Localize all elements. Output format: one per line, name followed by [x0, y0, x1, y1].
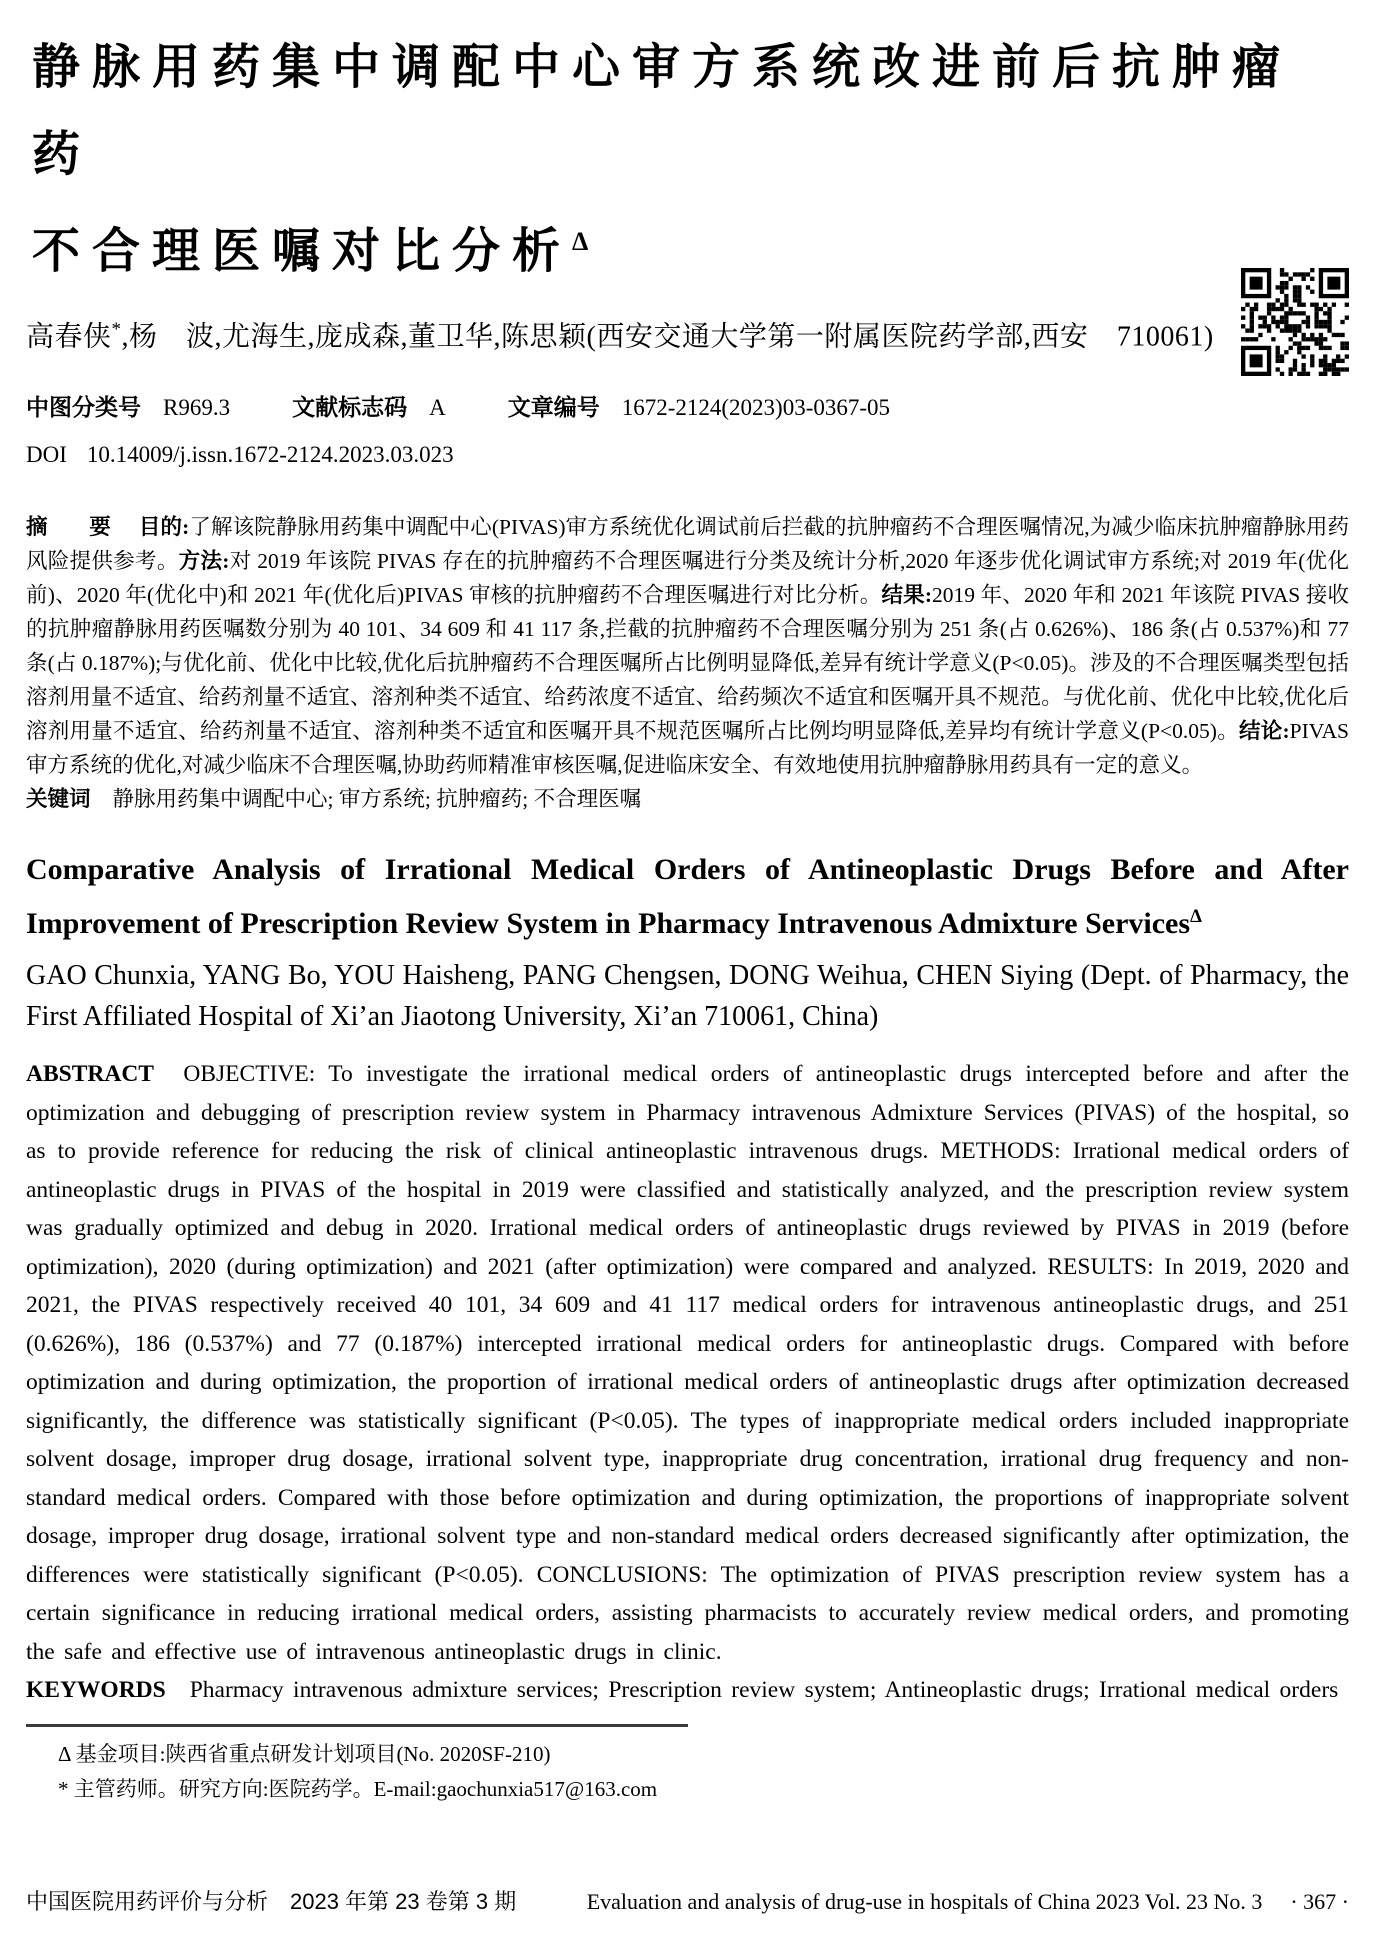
doc-code-value: A — [429, 395, 446, 421]
funding-marker: Δ — [58, 1741, 71, 1766]
doi-row — [26, 440, 1349, 470]
title-zh-line2: 不合理医嘱对比分析 — [32, 225, 573, 278]
first-author: 高春侠 — [26, 321, 112, 353]
keywords-label-en: KEYWORDS — [26, 1677, 166, 1704]
title-en-funding-marker: Δ — [1190, 906, 1202, 928]
objective-head-zh: 目的: — [138, 515, 190, 540]
doc-code-label: 文献标志码 — [292, 394, 408, 421]
methods-head-en: METHODS: — [940, 1138, 1061, 1165]
keywords-zh-row — [26, 782, 1349, 816]
funding-footnote — [58, 1737, 1349, 1772]
chinese-abstract — [26, 510, 1349, 782]
qr-code — [1241, 268, 1349, 376]
page-footer — [26, 1885, 1349, 1916]
methods-text-en: Irrational medical orders of antineoplastic drugs in PIVAS of the hospital in 2019 were classified and statistically analyzed, and the prescription review system was gradually optimized and debug in 2020. Irrational medical orders of antineoplastic drugs reviewed by PIVAS in 2019 (before optimization), 2020 (during optimization) and 2021 (after optimization) were compared and analyzed. — [26, 1138, 1350, 1280]
keywords-en-row — [26, 1671, 1349, 1710]
results-head-en: RESULTS: — [1047, 1253, 1154, 1280]
keywords-label-zh: 关键词 — [26, 787, 91, 812]
funding-text: 基金项目:陕西省重点研发计划项目(No. 2020SF-210) — [75, 1741, 551, 1766]
doc-code-group — [292, 395, 446, 420]
conclusions-text-en: The optimization of PIVAS prescription review system has a certain significance in reducing irrational medical orders, assisting pharmacists to accurately review medical orders, and promoting the safe and effective use of intravenous antineoplastic drugs in clinic. — [26, 1561, 1349, 1665]
journal-name-zh: 中国医院用药评价与分析 2023 年第 23 卷第 3 期 — [26, 1889, 517, 1914]
results-text-en: In 2019, 2020 and 2021, the PIVAS respectively received 40 101, 34 609 and 41 117 medical orders for intravenous antineoplastic drugs, and 251 (0.626%), 186 (0.537%) and 77 (0.187%) intercepted irrational medical orders for antineoplastic drugs. Compared with before optimization and during optimization, the proportion of irrational medical orders of antineoplastic drugs after optimization decreased significantly, the difference was statistically significant (P<0.05). The types of inappropriate medical orders included inappropriate solvent dosage, improper drug dosage, irrational solvent type, inappropriate drug concentration, irrational drug frequency and non-standard medical orders. Compared with those before optimization and during optimization, the proportions of inappropriate solvent dosage, improper drug dosage, irrational solvent type and non-standard medical orders decreased significantly after optimization, the differences were statistically significant (P<0.05). — [26, 1253, 1350, 1588]
author-note-text: 主管药师。研究方向:医院药学。E-mail:gaochunxia517@163.com — [73, 1776, 658, 1801]
english-abstract — [26, 1055, 1349, 1671]
doi-label: DOI — [26, 442, 67, 468]
authors-zh — [26, 311, 1349, 356]
journal-name-en: Evaluation and analysis of drug-use in hospitals of China 2023 Vol. 23 No. 3 — [586, 1889, 1263, 1914]
page-number: · 367 · — [1290, 1889, 1349, 1914]
objective-text-zh: 了解该院静脉用药集中调配中心(PIVAS)审方系统优化调试前后拦截的抗肿瘤药不合理医嘱情况,为减少临床抗肿瘤静脉用药风险提供参考。 — [26, 515, 1349, 574]
footnote-separator — [26, 1724, 688, 1727]
title-zh-line1: 静脉用药集中调配中心审方系统改进前后抗肿瘤药 — [32, 41, 1293, 181]
keywords-en: Pharmacy intravenous admixture services; Prescription review system; Antineoplastic drugs; Irrational medical orders — [189, 1677, 1339, 1704]
article-no-value: 1672-2124(2023)03-0367-05 — [621, 395, 891, 421]
conclusions-head-en: CONCLUSIONS: — [536, 1561, 708, 1588]
abstract-segment — [26, 1254, 1349, 1588]
methods-text-zh: 对 2019 年该院 PIVAS 存在的抗肿瘤药不合理医嘱进行分类及统计分析,2020 年逐步优化调试审方系统;对 2019 年(优化前)、2020 年(优化中)和 2021 年(优化后)PIVAS 审核的抗肿瘤药不合理医嘱进行对比分析。 — [26, 549, 1349, 608]
authors-en: GAO Chunxia, YANG Bo, YOU Haisheng, PANG Chengsen, DONG Weihua, CHEN Siying (Dept. of Pharmacy, the First Affiliated Hospital of Xi’an Jiaotong University, Xi’an 710061, China) — [26, 960, 1349, 1033]
methods-head-zh: 方法: — [178, 549, 230, 574]
results-head-zh: 结果: — [881, 583, 933, 608]
conclusions-text-zh: PIVAS 审方系统的优化,对减少临床不合理医嘱,协助药师精准审核医嘱,促进临床安全、有效地使用抗肿瘤静脉用药具有一定的意义。 — [26, 719, 1349, 778]
author-note-marker: * — [58, 1776, 69, 1801]
clc-value: R969.3 — [163, 395, 231, 421]
abstract-label-en: ABSTRACT — [26, 1061, 154, 1088]
article-meta-row — [26, 392, 1349, 423]
footnotes — [26, 1737, 1349, 1807]
clc-group — [26, 395, 230, 420]
footer-right — [587, 1889, 1349, 1915]
abstract-label-zh: 摘 要 — [26, 515, 121, 540]
keywords-zh: 静脉用药集中调配中心; 审方系统; 抗肿瘤药; 不合理医嘱 — [112, 787, 642, 812]
title-en-text: Comparative Analysis of Irrational Medical Orders of Antineoplastic Drugs Before and After Improvement of Prescription Review System in Pharmacy Intravenous Admixture Services — [26, 853, 1349, 941]
results-text-zh: 2019 年、2020 年和 2021 年该院 PIVAS 接收的抗肿瘤静脉用药医嘱数分别为 40 101、34 609 和 41 117 条,拦截的抗肿瘤药不合理医嘱分别为 251 条(占 0.626%)、186 条(占 0.537%)和 77 条(占 0.187%);与优化前、优化中比较,优化后抗肿瘤药不合理医嘱所占比例明显降低,差异有统计学意义(P<0.05)。涉及的不合理医嘱类型包括溶剂用量不适宜、给药剂量不适宜、溶剂种类不适宜、给药浓度不适宜、给药频次不适宜和医嘱开具不规范。与优化前、优化中比较,优化后溶剂用量不适宜、给药剂量不适宜、溶剂种类不适宜和医嘱开具不规范医嘱所占比例均明显降低,差异均有统计学意义(P<0.05)。 — [26, 583, 1349, 744]
objective-text-en: To investigate the irrational medical orders of antineoplastic drugs intercepted before and after the optimization and debugging of prescription review system in Pharmacy intravenous Admixture Services (PIVAS) of the hospital, so as to provide reference for reducing the risk of clinical antineoplastic intravenous drugs. — [26, 1061, 1350, 1165]
article-no-group — [508, 395, 890, 420]
author-footnote — [58, 1772, 1349, 1807]
objective-head-en: OBJECTIVE: — [183, 1061, 316, 1088]
doi-value: 10.14009/j.issn.1672-2124.2023.03.023 — [86, 442, 454, 468]
abstract-segment — [26, 583, 1349, 743]
corresponding-author-marker: * — [111, 319, 122, 340]
conclusions-head-zh: 结论: — [1238, 719, 1290, 744]
article-title-zh — [32, 24, 1349, 295]
authors-affiliation: ,杨 波,尤海生,庞成森,董卫华,陈思颖(西安交通大学第一附属医院药学部,西安 710061) — [121, 321, 1214, 353]
article-no-label: 文章编号 — [507, 394, 600, 421]
article-title-en — [26, 846, 1349, 947]
clc-label: 中图分类号 — [26, 394, 141, 421]
title-funding-marker: Δ — [572, 227, 589, 256]
